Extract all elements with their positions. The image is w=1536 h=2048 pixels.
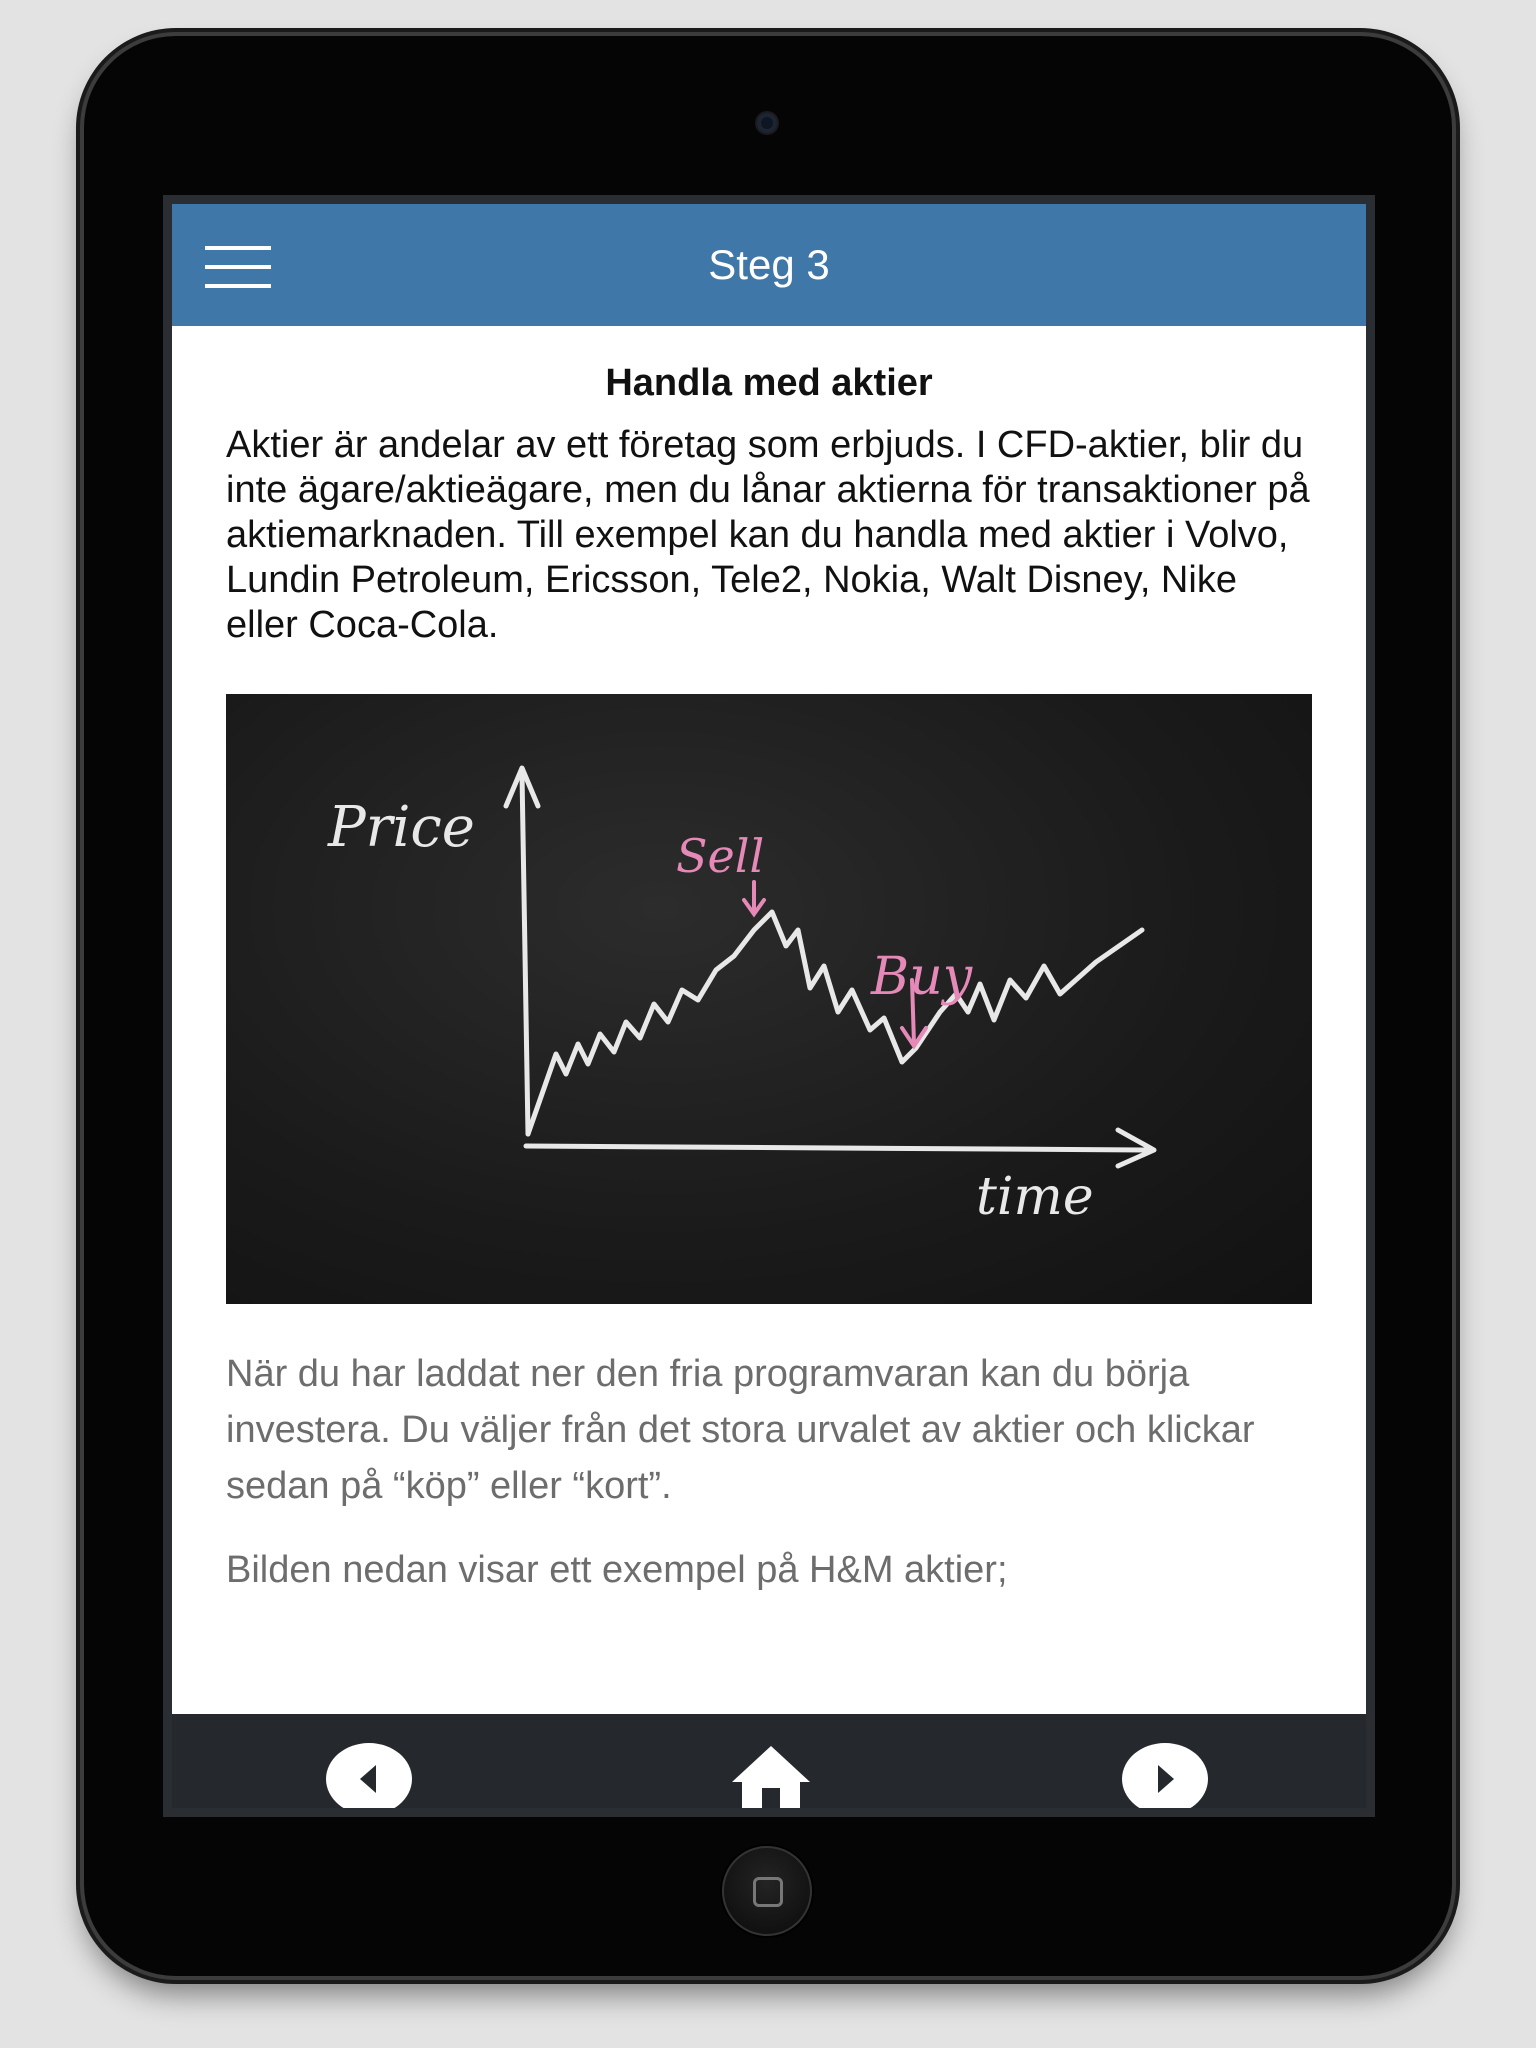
camera-icon [757, 113, 777, 133]
time-label: time [976, 1167, 1094, 1227]
content-heading: Handla med aktier [605, 362, 933, 404]
intro-paragraph: Aktier är andelar av ett företag som erbjuds. I CFD-aktier, blir du inte ägare/aktieägare, men du lånar aktierna för transaktioner på aktiemarknaden. Till exempel kan du handla med aktier i Volvo, Lundin Petroleum, Ericsson, Tele2, Nokia, Walt Disney, Nike eller Coca-Cola. [226, 424, 1310, 646]
arrow-left-circle-icon[interactable] [326, 1743, 412, 1808]
sell-label: Sell [676, 829, 765, 883]
app-screen [172, 204, 1366, 1808]
bottom-navigation-bar [172, 1714, 1366, 1808]
tablet-frame [84, 36, 1452, 1976]
paragraph-download: När du har laddat ner den fria programvaran kan du börja investera. Du väljer från det stora urvalet av aktier och klickar sedan på “köp” eller “kort”. [226, 1353, 1255, 1507]
paragraph-example: Bilden nedan visar ett exempel på H&M aktier; [226, 1549, 1008, 1591]
content-area[interactable] [226, 326, 1312, 1598]
price-line [528, 912, 1142, 1134]
app-header [172, 204, 1366, 326]
price-label: Price [328, 795, 475, 860]
chalk-drawing [226, 694, 1312, 1304]
y-axis-line [522, 774, 528, 1134]
arrow-right-circle-icon[interactable] [1122, 1743, 1208, 1808]
x-axis-line [526, 1146, 1146, 1150]
stock-chart-chalkboard-image [226, 694, 1312, 1304]
buy-label: Buy [871, 947, 973, 1007]
page-title: Steg 3 [708, 241, 830, 288]
home-icon[interactable] [728, 1742, 814, 1808]
hardware-home-button[interactable] [722, 1846, 812, 1936]
